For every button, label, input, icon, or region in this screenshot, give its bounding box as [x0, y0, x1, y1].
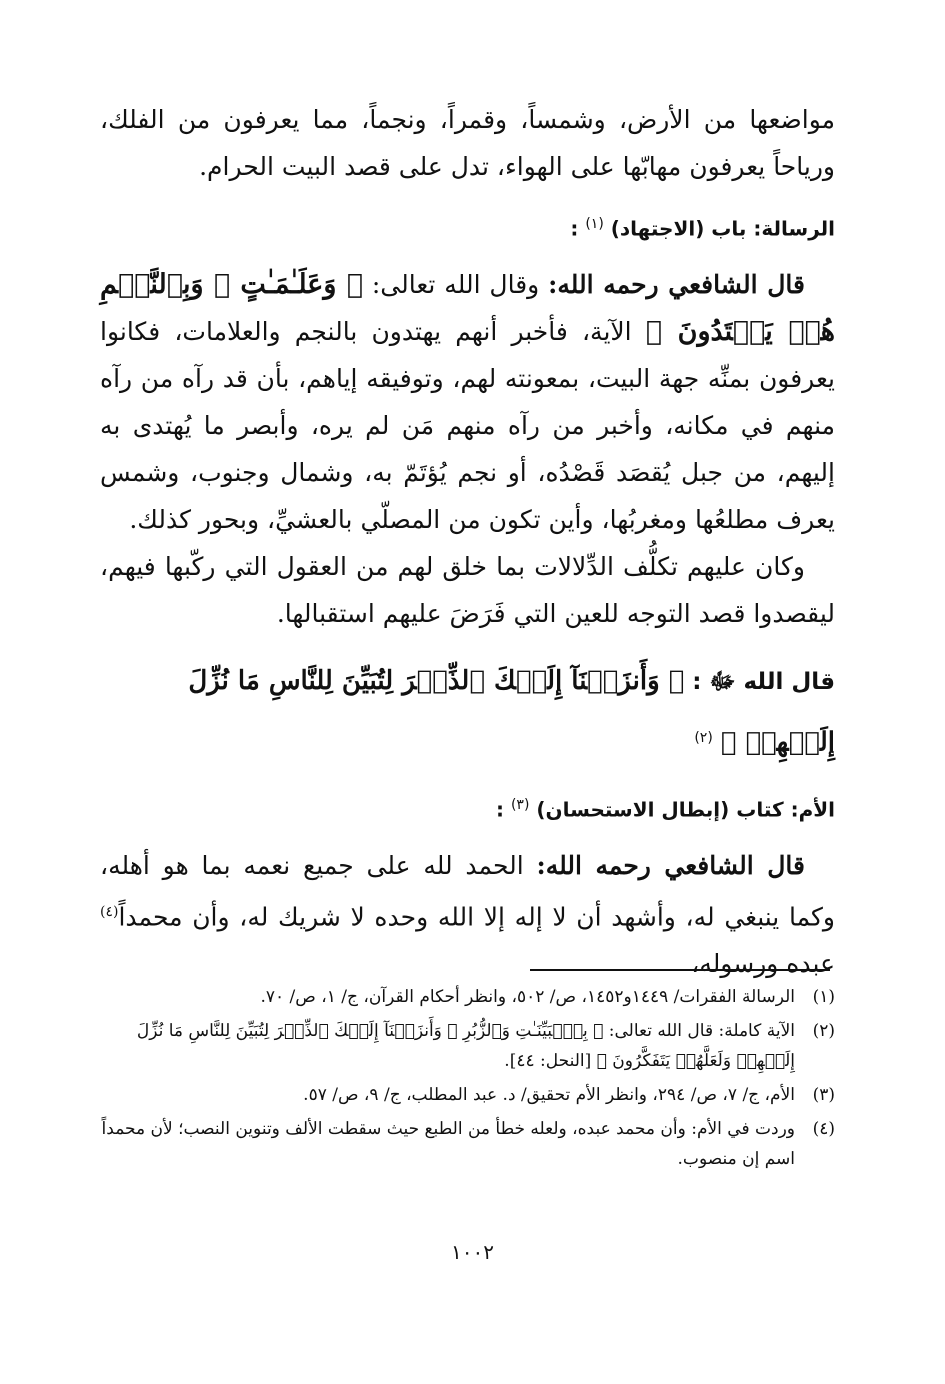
- paragraph-lead: قال الشافعي رحمه الله:: [536, 850, 805, 880]
- footnote-ref-4: (٤): [100, 903, 119, 920]
- paragraph-3: وكان عليهم تكلُّف الدِّلالات بما خلق لهم من العقول التي ركّبها فيهم، ليقصدوا قصد التوجه للعين التي فَرَضَ عليهم استقبالها.: [100, 551, 835, 628]
- footnote-number: (٣): [812, 1085, 835, 1105]
- footnote-item: [100, 982, 835, 1012]
- heading-text: الرسالة: باب (الاجتهاد): [610, 216, 835, 241]
- footnote-number: (٢): [812, 1021, 835, 1041]
- paragraph-text: الحمد لله على جميع نعمه بما هو أهله، وكما ينبغي له، وأشهد أن لا إله إلا الله وحده لا شريك له، وأن محمداً: [100, 850, 835, 932]
- quran-verse-2: ﴿ وَأَنزَلۡنَآ إِلَيۡكَ ٱلذِّكۡرَ لِتُبَيِّنَ لِلنَّاسِ مَا نُزِّلَ إِلَيۡهِمۡ ﴾: [188, 665, 835, 758]
- footnote-ref-2: (٢): [694, 729, 713, 746]
- paragraph-intro: وقال الله تعالى:: [362, 269, 549, 299]
- footnote-item: [100, 1080, 835, 1110]
- paragraph-4: [100, 842, 835, 987]
- quote-lead: قال الله ﷻ :: [684, 668, 835, 695]
- footnote-text: الأم، ج/ ٧، ص/ ٢٩٤، وانظر الأم تحقيق/ د. عبد المطلب، ج/ ٩، ص/ ٥٧.: [303, 1085, 795, 1105]
- footnote-item: [100, 1016, 835, 1076]
- paragraph-text-end: عبده ورسوله،: [691, 949, 835, 979]
- quran-verse: ﴿ وَعَلَـٰمَـٰتٍ ۚ وَبِٱلنَّجۡمِ هُمۡ يَهۡتَدُونَ ﴾: [100, 268, 835, 347]
- heading-text: الأم: كتاب (إبطال الاستحسان): [536, 797, 835, 822]
- footnote-divider: [530, 969, 830, 971]
- section-heading-risala: [100, 204, 835, 249]
- footnote-text: وردت في الأم: وأن محمد عبده، ولعله خطأ من الطبع حيث سقطت الألف وتنوين النصب؛ لأن محمداً اسم إن منصوب.: [101, 1119, 795, 1169]
- heading-colon: :: [495, 797, 504, 822]
- footnote-ref-1: (١): [585, 216, 604, 232]
- paragraph-lead: قال الشافعي رحمه الله:: [548, 269, 805, 299]
- paragraph-1: مواضعها من الأرض، وشمساً، وقمراً، ونجماً، مما يعرفون من الفلك، ورياحاً يعرفون مهابّها على الهواء، تدل على قصد البيت الحرام.: [100, 105, 835, 181]
- paragraph-rest: الآية، فأخبر أنهم يهتدون بالنجم والعلامات، فكانوا يعرفون بمنِّه جهة البيت، بمعونته لهم، وتوفيقه إياهم، بأن قد رآه من رآه منهم في مكانه، وأخبر من رآه منهم مَن لم يره، وأبصر ما يُهتدى به إليهم، من جبل يُقصَد قَصْدُه، أو نجم يُؤتَمّ به، وشمال وجنوب، وشمس يعرف مطلعُها ومغربُها، وأين تكون من المصلّي بالعشيِّ، وبحور كذلك.: [100, 316, 835, 534]
- heading-colon: :: [570, 216, 579, 241]
- section-heading-umm: [100, 785, 835, 830]
- footnote-text: الآية كاملة: قال الله تعالى: ﴿ بِٱلۡبَيِّنَـٰتِ وَٱلزُّبُرِ ۗ وَأَنزَلۡنَآ إِلَيۡكَ ٱلذِّكۡرَ لِتُبَيِّنَ لِلنَّاسِ مَا نُزِّلَ إِلَيۡهِمۡ وَلَعَلَّهُمۡ يَتَفَكَّرُونَ ﴾ [النحل: ٤٤].: [136, 1021, 795, 1071]
- footnote-ref-3: (٣): [510, 797, 530, 814]
- footnote-item: [100, 1114, 835, 1174]
- page-number: ١٠٠٢: [451, 1240, 494, 1264]
- quran-quote: [100, 653, 835, 772]
- footnote-text: الرسالة الفقرات/ ١٤٤٩و١٤٥٢، ص/ ٥٠٢، وانظر أحكام القرآن، ج/ ١، ص/ ٧٠.: [260, 987, 795, 1007]
- paragraph-2: [100, 261, 835, 543]
- footnotes: [100, 982, 835, 1178]
- footnote-number: (٤): [812, 1119, 835, 1139]
- footnote-number: (١): [812, 987, 835, 1007]
- main-text: [100, 96, 835, 987]
